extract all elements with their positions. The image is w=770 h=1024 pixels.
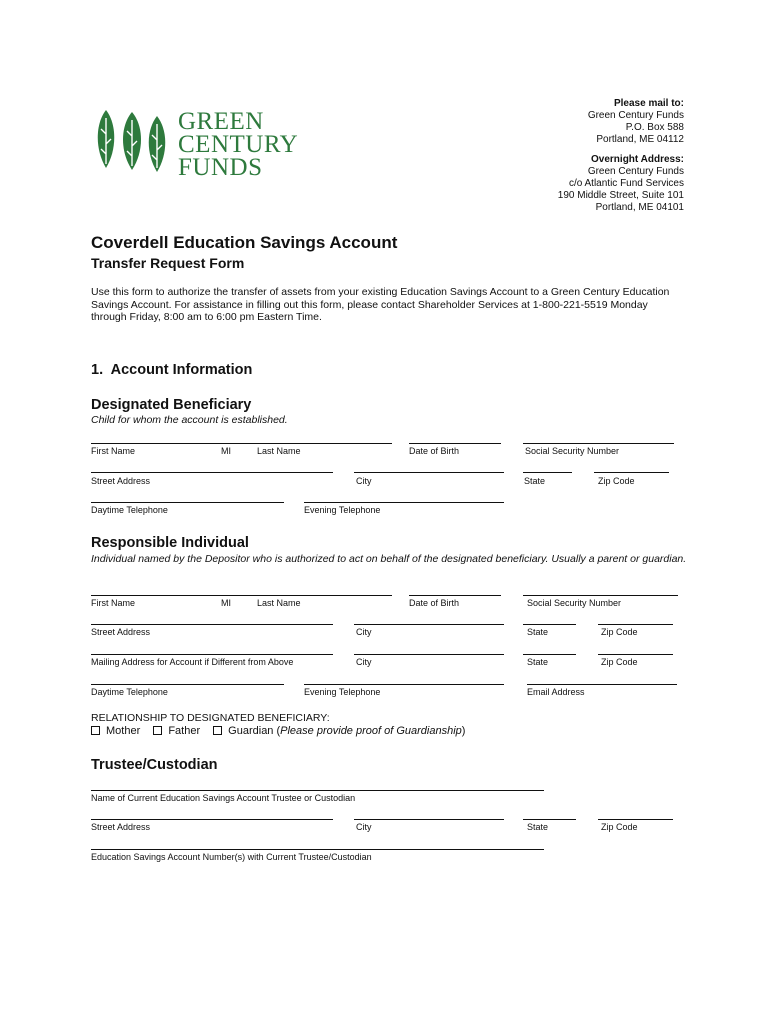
logo-line-1: GREEN	[178, 108, 264, 135]
label-zip: Zip Code	[601, 822, 638, 832]
city-line[interactable]	[354, 819, 504, 820]
label-street: Street Address	[91, 476, 151, 486]
guardian-label: Guardian (	[228, 725, 281, 737]
city-line[interactable]	[354, 472, 504, 473]
relationship-options	[91, 725, 465, 737]
label-last-name: Last Name	[257, 446, 301, 456]
relationship-heading: RELATIONSHIP TO DESIGNATED BENEFICIARY:	[91, 712, 330, 724]
mailing-address	[558, 98, 684, 214]
zip-line[interactable]	[594, 472, 669, 473]
label-first-name: First Name	[91, 598, 136, 608]
city-line[interactable]	[354, 624, 504, 625]
label-ssn: Social Security Number	[525, 446, 620, 456]
label-day-tel: Daytime Telephone	[91, 687, 168, 697]
label-street: Street Address	[91, 822, 151, 832]
label-city: City	[356, 657, 372, 667]
label-dob: Date of Birth	[409, 446, 460, 456]
trustee-name-line[interactable]	[91, 790, 544, 791]
day-tel-line[interactable]	[91, 684, 284, 685]
father-option[interactable]	[153, 725, 200, 737]
overnight-line: Portland, ME 04101	[595, 202, 684, 213]
label-dob: Date of Birth	[409, 598, 460, 608]
responsible-desc: Individual named by the Depositor who is authorized to act on behalf of the designated beneficiary. Usually a parent or guardian.	[91, 553, 687, 565]
label-mi: MI	[221, 598, 231, 608]
responsible-heading: Responsible Individual	[91, 535, 249, 551]
leaf-icon	[92, 104, 172, 184]
guardian-option[interactable]	[213, 725, 465, 737]
eve-tel-line[interactable]	[304, 502, 504, 503]
ssn-line[interactable]	[523, 443, 674, 444]
first-name-line[interactable]	[91, 595, 392, 596]
page-title: Coverdell Education Savings Account	[91, 233, 398, 252]
label-zip: Zip Code	[598, 476, 635, 486]
label-last-name: Last Name	[257, 598, 301, 608]
overnight-line: c/o Atlantic Fund Services	[568, 178, 684, 189]
dob-line[interactable]	[409, 443, 501, 444]
label-state: State	[527, 822, 549, 832]
street-line[interactable]	[91, 624, 333, 625]
checkbox[interactable]	[91, 726, 100, 735]
account-number-line[interactable]	[91, 849, 544, 850]
label-mailing: Mailing Address for Account if Different from Above	[91, 657, 294, 667]
label-street: Street Address	[91, 627, 151, 637]
street-line[interactable]	[91, 472, 333, 473]
label-day-tel: Daytime Telephone	[91, 505, 168, 515]
label-city: City	[356, 476, 372, 486]
label-eve-tel: Evening Telephone	[304, 505, 381, 515]
page-subtitle: Transfer Request Form	[91, 255, 245, 271]
guardian-close: )	[461, 725, 466, 737]
zip-line[interactable]	[598, 819, 673, 820]
label-zip: Zip Code	[601, 627, 638, 637]
label-city: City	[356, 822, 372, 832]
beneficiary-heading: Designated Beneficiary	[91, 397, 252, 413]
label-state: State	[524, 476, 546, 486]
checkbox[interactable]	[153, 726, 162, 735]
label-state: State	[527, 657, 549, 667]
first-name-line[interactable]	[91, 443, 392, 444]
logo-line-2: CENTURY	[178, 131, 299, 158]
overnight-heading: Overnight Address:	[591, 154, 684, 165]
label-eve-tel: Evening Telephone	[304, 687, 381, 697]
father-label: Father	[168, 725, 201, 737]
label-email: Email Address	[527, 687, 585, 697]
logo-line-3: FUNDS	[178, 154, 263, 181]
city-line[interactable]	[354, 654, 504, 655]
label-mi: MI	[221, 446, 231, 456]
ssn-line[interactable]	[523, 595, 678, 596]
section-heading: 1. Account Information	[91, 362, 253, 378]
label-trustee-name: Name of Current Education Savings Account Trustee or Custodian	[91, 793, 356, 803]
checkbox[interactable]	[213, 726, 222, 735]
mail-line: Green Century Funds	[587, 110, 684, 121]
beneficiary-desc: Child for whom the account is established.	[91, 414, 288, 426]
intro-text: Use this form to authorize the transfer of assets from your existing Education Savings Account to a Green Century Education Savings Account. For assistance in filling out this form, please contact Shareholder Services at 1-800-221-5519 Monday through Friday, 8:00 am to 6:00 pm Eastern Time.	[91, 286, 670, 323]
mother-label: Mother	[106, 725, 141, 737]
day-tel-line[interactable]	[91, 502, 284, 503]
state-line[interactable]	[523, 819, 576, 820]
dob-line[interactable]	[409, 595, 501, 596]
overnight-line: Green Century Funds	[587, 166, 684, 177]
eve-tel-line[interactable]	[304, 684, 504, 685]
mail-heading: Please mail to:	[613, 98, 684, 109]
zip-line[interactable]	[598, 624, 673, 625]
state-line[interactable]	[523, 624, 576, 625]
mailing-line[interactable]	[91, 654, 333, 655]
label-city: City	[356, 627, 372, 637]
mail-line: Portland, ME 04112	[596, 134, 684, 145]
label-account-numbers: Education Savings Account Number(s) with Current Trustee/Custodian	[91, 852, 372, 862]
state-line[interactable]	[523, 472, 572, 473]
label-first-name: First Name	[91, 446, 136, 456]
mail-line: P.O. Box 588	[625, 122, 684, 133]
state-line[interactable]	[523, 654, 576, 655]
email-line[interactable]	[527, 684, 677, 685]
logo	[92, 104, 312, 184]
street-line[interactable]	[91, 819, 333, 820]
trustee-heading: Trustee/Custodian	[91, 757, 218, 773]
label-zip: Zip Code	[601, 657, 638, 667]
label-ssn: Social Security Number	[527, 598, 622, 608]
guardian-note: Please provide proof of Guardianship	[280, 725, 462, 737]
zip-line[interactable]	[598, 654, 673, 655]
overnight-line: 190 Middle Street, Suite 101	[557, 190, 684, 201]
mother-option[interactable]	[91, 725, 140, 737]
label-state: State	[527, 627, 549, 637]
